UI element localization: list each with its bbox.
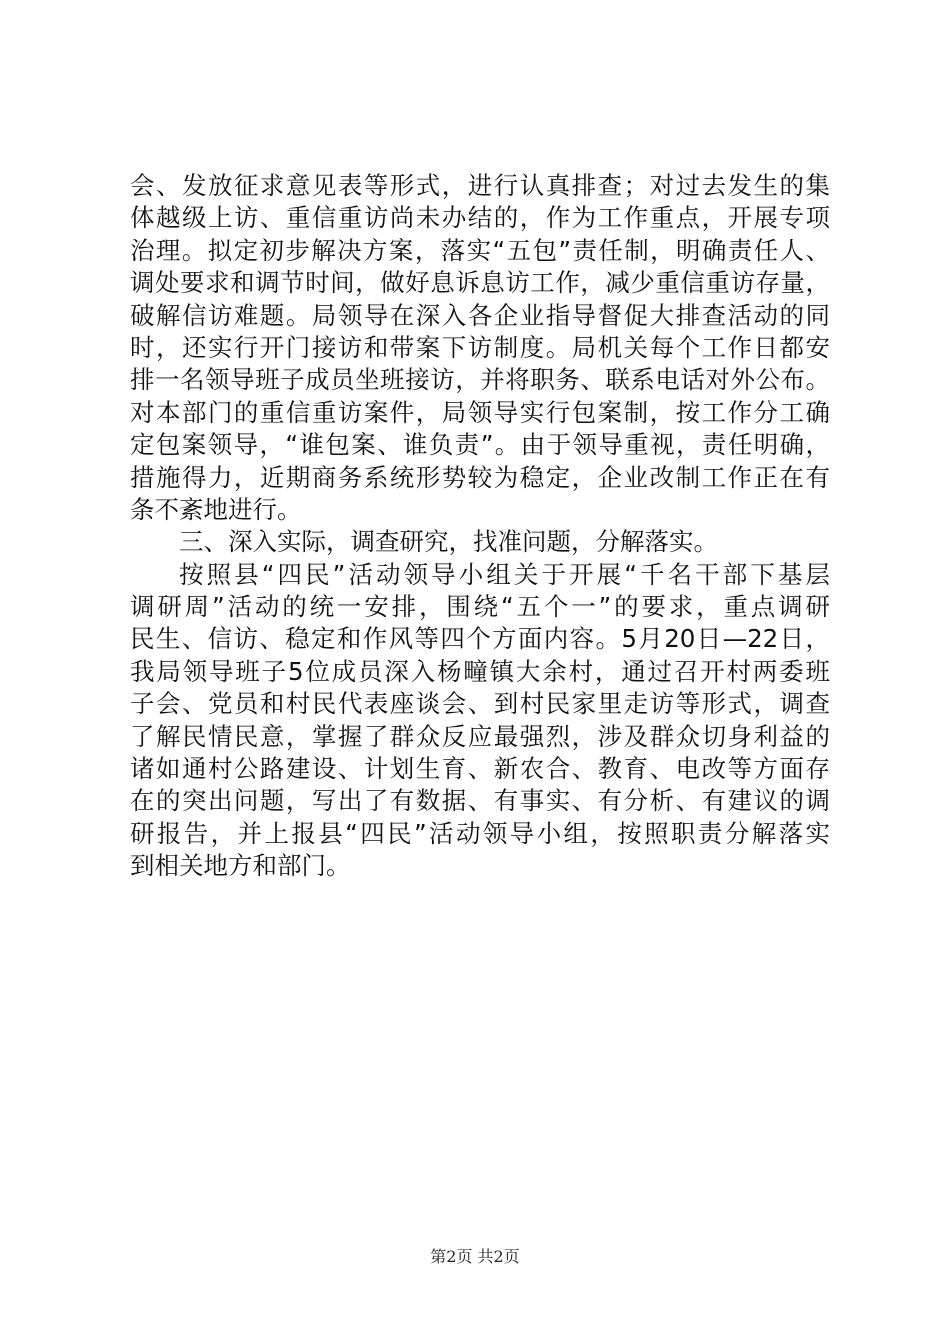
paragraph-line: 条不紊地进行。: [130, 494, 302, 524]
paragraph-line: 调研周”活动的统一安排，围绕“五个一”的要求，重点调研: [130, 592, 830, 622]
paragraph-line: 按照县“四民”活动领导小组关于开展“千名干部下基层: [179, 559, 830, 589]
paragraph-line: 到相关地方和部门。: [130, 851, 351, 881]
paragraph-line: 民生、信访、稳定和作风等四个方面内容。5月20日—22日，: [130, 624, 830, 654]
paragraph-line: 调处要求和调节时间，做好息诉息访工作，减少重信重访存量，: [130, 268, 830, 298]
page-number-footer: 第2页 共2页: [430, 1247, 520, 1266]
paragraph-line: 时，还实行开门接访和带案下访制度。局机关每个工作日都安: [130, 332, 830, 362]
paragraph-line: 会、发放征求意见表等形式，进行认真排查；对过去发生的集: [130, 171, 830, 200]
paragraph-line: 我局领导班子5位成员深入杨疃镇大余村，通过召开村两委班: [130, 656, 830, 686]
paragraph-line: 排一名领导班子成员坐班接访，并将职务、联系电话对外公布。: [130, 365, 830, 395]
paragraph-line: 治理。拟定初步解决方案，落实“五包”责任制，明确责任人、: [130, 235, 830, 265]
paragraph-line: 体越级上访、重信重访尚未办结的，作为工作重点，开展专项: [130, 203, 830, 233]
document-body: [130, 170, 830, 883]
paragraph-line: 了解民情民意，掌握了群众反应最强烈，涉及群众切身利益的: [130, 721, 830, 751]
paragraph-line: 对本部门的重信重访案件，局领导实行包案制，按工作分工确: [130, 397, 830, 427]
paragraph-line: 在的突出问题，写出了有数据、有事实、有分析、有建议的调: [130, 786, 830, 816]
paragraph-line: 研报告，并上报县“四民”活动领导小组，按照职责分解落实: [130, 818, 830, 848]
paragraph-line: 措施得力，近期商务系统形势较为稳定，企业改制工作正在有: [130, 462, 830, 492]
paragraph-line: 破解信访难题。局领导在深入各企业指导督促大排查活动的同: [130, 300, 830, 330]
paragraph-line: 定包案领导，“谁包案、谁负责”。由于领导重视，责任明确，: [130, 430, 830, 460]
paragraph-line: 子会、党员和村民代表座谈会、到村民家里走访等形式，调查: [130, 689, 830, 719]
section-heading: 三、深入实际，调查研究，找准问题，分解落实。: [179, 527, 718, 557]
paragraph-line: 诸如通村公路建设、计划生育、新农合、教育、电改等方面存: [130, 754, 830, 784]
